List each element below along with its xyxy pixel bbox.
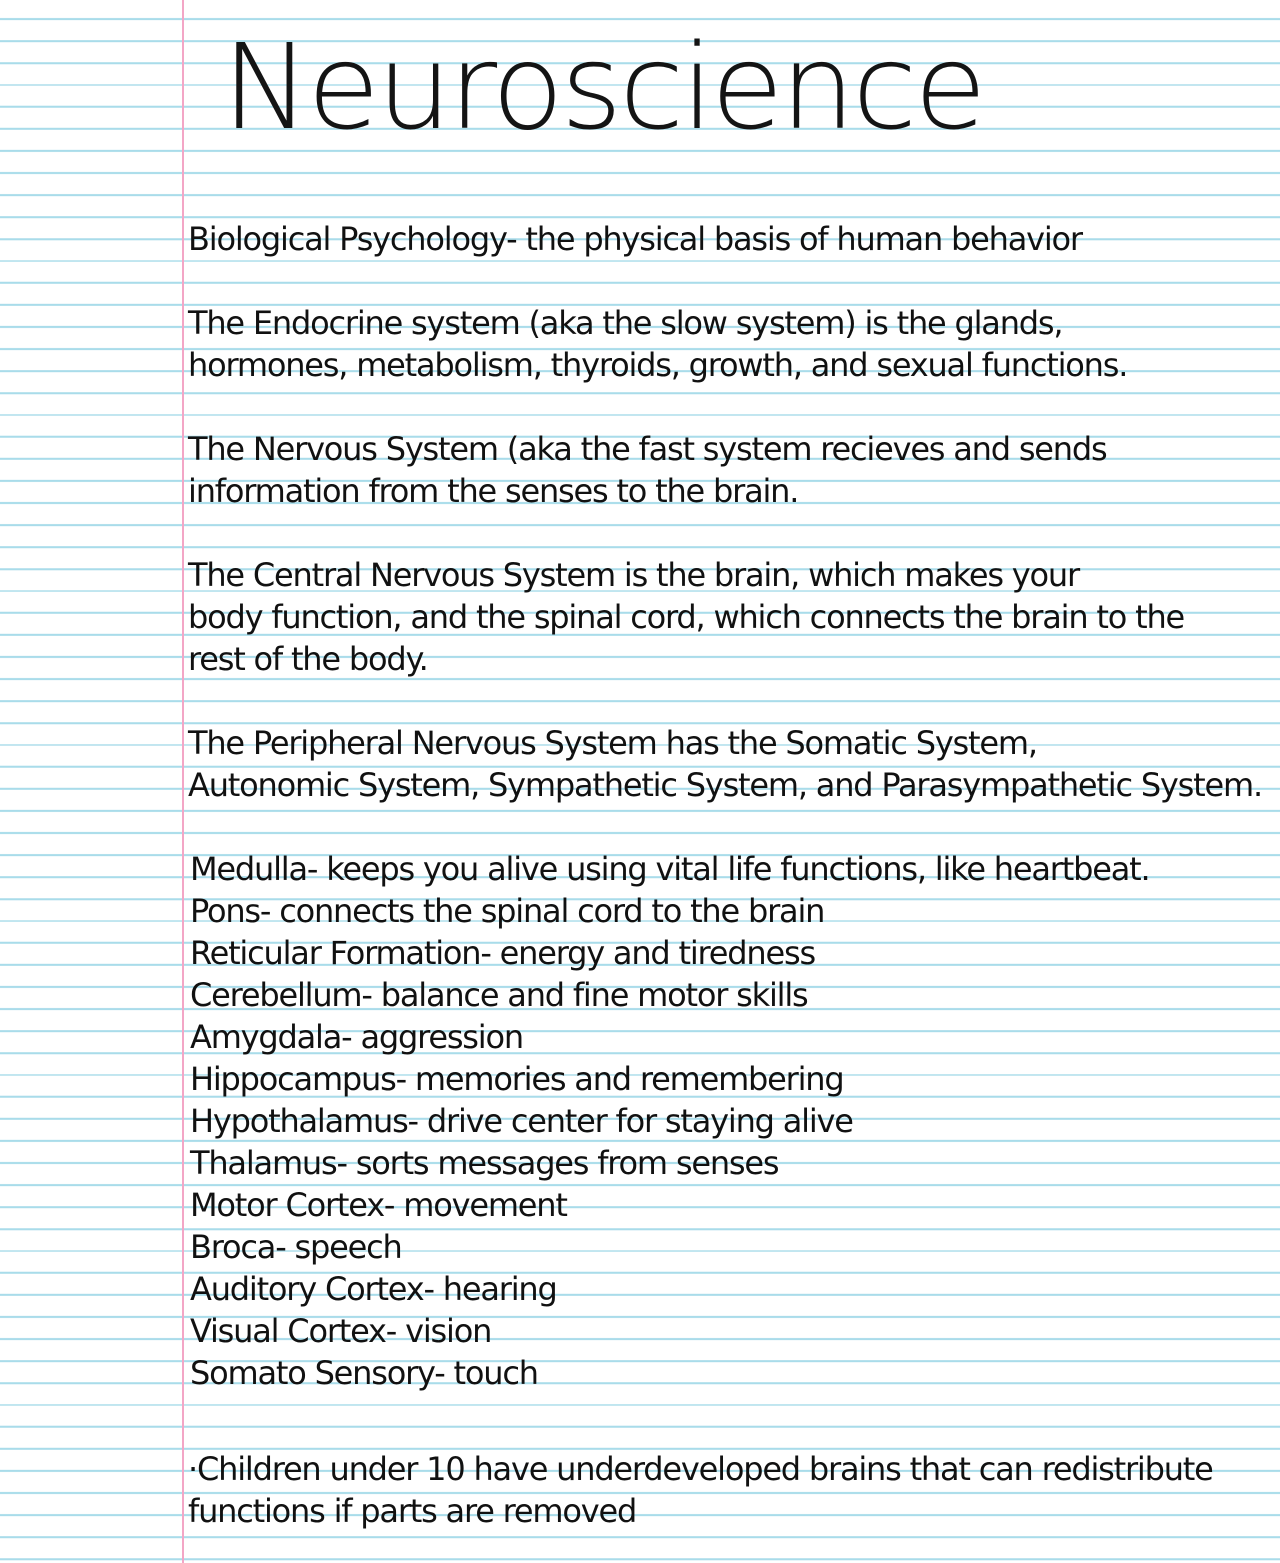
note-line: Autonomic System, Sympathetic System, and Parasympathetic System. [188,766,1262,804]
note-line: ·Children under 10 have underdeveloped brains that can redistribute [188,1450,1213,1488]
note-endocrine-system [188,302,1127,386]
margin-line [182,0,184,1563]
list-item: Amygdala- aggression [190,1018,523,1056]
note-line: body function, and the spinal cord, which connects the brain to the [188,598,1185,636]
note-central-nervous-system [188,554,1184,680]
list-item: Medulla- keeps you alive using vital life functions, like heartbeat. [190,850,1150,888]
note-line: The Endocrine system (aka the slow system) is the glands, [188,304,1063,342]
list-item: Broca- speech [190,1228,402,1266]
note-line: hormones, metabolism, thyroids, growth, and sexual functions. [188,346,1128,384]
list-item: Reticular Formation- energy and tiredness [190,934,815,972]
list-item: Somato Sensory- touch [190,1354,538,1392]
note-line: functions if parts are removed [188,1492,637,1530]
note-peripheral-nervous-system [188,722,1262,806]
note-line: Biological Psychology- the physical basis of human behavior [188,220,1082,258]
list-item: Visual Cortex- vision [190,1312,492,1350]
note-children-brains [188,1448,1213,1532]
list-item: Hypothalamus- drive center for staying alive [190,1102,853,1140]
note-line: The Nervous System (aka the fast system recieves and sends [188,430,1107,468]
list-item: Cerebellum- balance and fine motor skills [190,976,808,1014]
note-line: The Peripheral Nervous System has the Somatic System, [188,724,1037,762]
list-item: Auditory Cortex- hearing [190,1270,557,1308]
note-nervous-system [188,428,1106,512]
list-item: Motor Cortex- movement [190,1186,567,1224]
list-item: Pons- connects the spinal cord to the brain [190,892,825,930]
note-line: information from the senses to the brain. [188,472,799,510]
brain-parts-list [190,848,1149,1394]
list-item: Thalamus- sorts messages from senses [190,1144,779,1182]
note-line: rest of the body. [188,640,428,678]
note-line: The Central Nervous System is the brain, which makes your [188,556,1079,594]
page-title: Neuroscience [222,18,984,156]
list-item: Hippocampus- memories and remembering [190,1060,844,1098]
note-biological-psychology [188,218,1082,260]
